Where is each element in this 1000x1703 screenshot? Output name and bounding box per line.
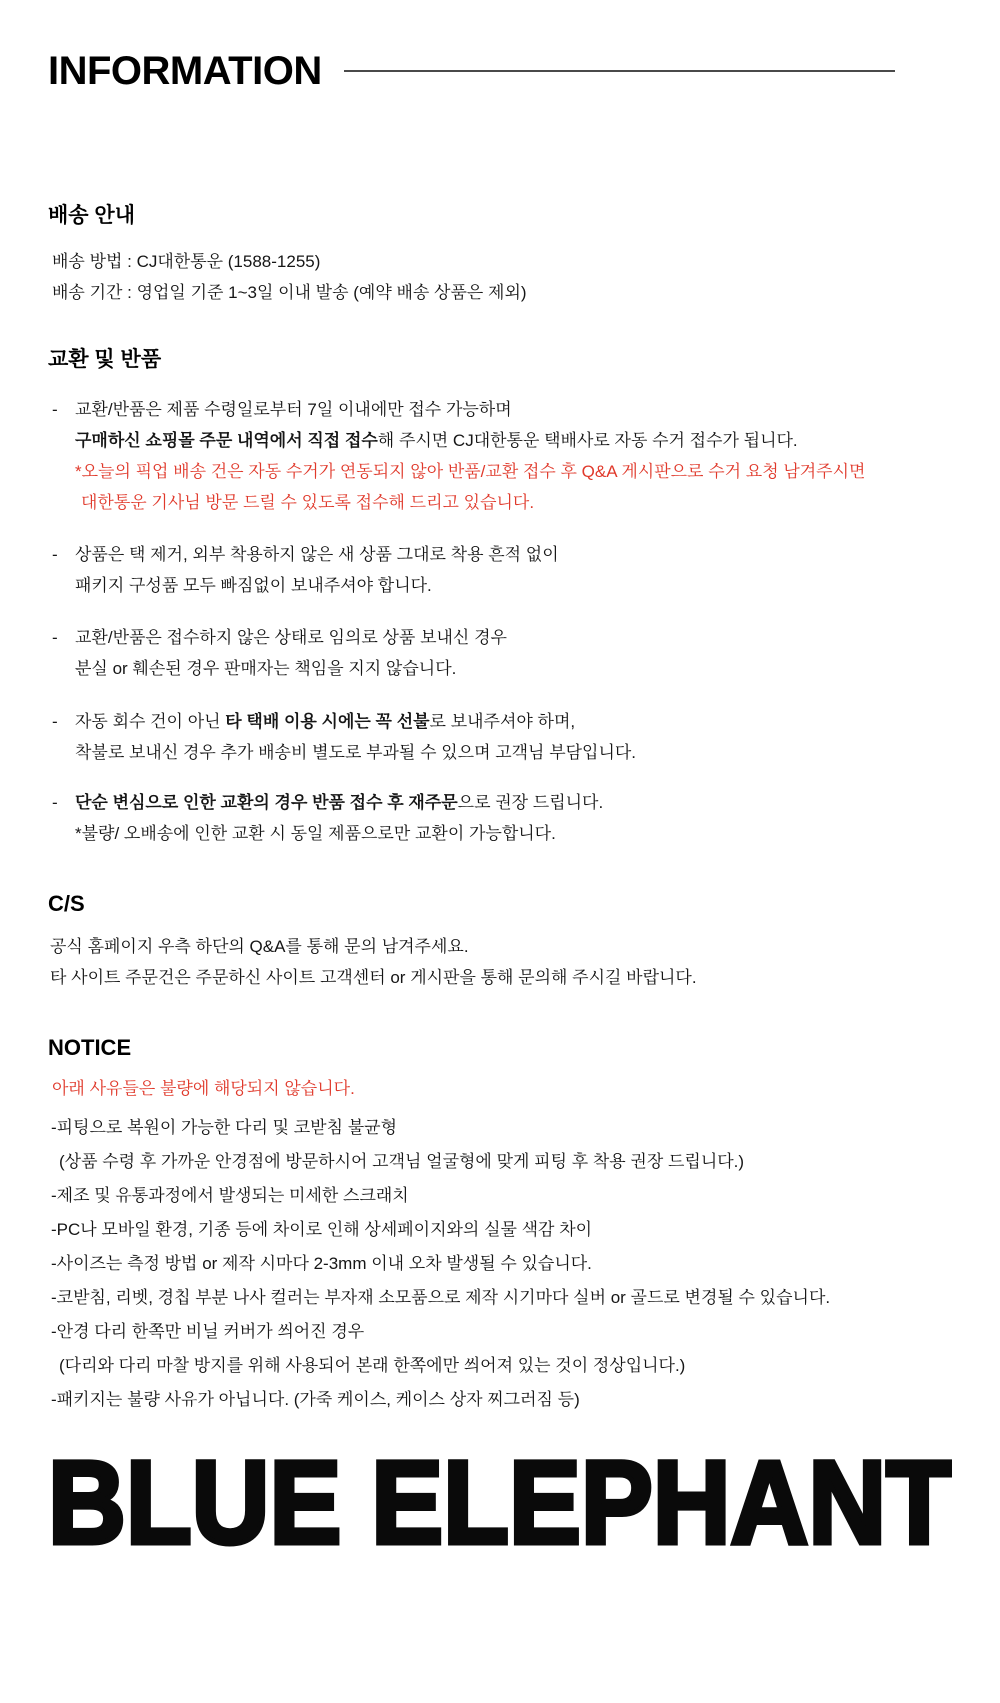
notice-item-subnote: (상품 수령 후 가까운 안경점에 방문하시어 고객님 얼굴형에 맞게 피팅 후 착용 권장 드립니다.) [59,1152,745,1171]
bullet-line [75,425,952,456]
blue-elephant-logo [48,1439,952,1567]
page-title: INFORMATION [48,49,322,93]
bullet-dash: - [52,400,58,419]
bullet-line: 패키지 구성품 모두 빠짐없이 보내주셔야 합니다. [75,576,432,595]
notice-item: -PC나 모바일 환경, 기종 등에 차이로 인해 상세페이지와의 실물 색감 차이 [51,1220,593,1239]
brand-logo-text: BLUE ELEPHANT [48,1439,952,1567]
shipping-section-heading: 배송 안내 [48,204,135,227]
bullet-line [75,706,952,737]
notice-item: -피팅으로 복원이 가능한 다리 및 코받침 불균형 [51,1118,398,1137]
exchange-bullet-4 [48,706,952,768]
bullet-line: 착불로 보내신 경우 추가 배송비 별도로 부과될 수 있으며 고객님 부담입니다. [75,743,637,762]
exchange-bullet-3 [48,622,952,684]
bullet-line: 상품은 택 제거, 외부 착용하지 않은 새 상품 그대로 착용 흔적 없이 [75,545,559,564]
notice-item: -안경 다리 한쪽만 비닐 커버가 씌어진 경우 [51,1322,365,1341]
bullet-dash: - [52,628,58,647]
notice-section-heading: NOTICE [48,1035,132,1060]
bullet-line: *불량/ 오배송에 인한 교환 시 동일 제품으로만 교환이 가능합니다. [75,824,556,843]
cs-line-2: 타 사이트 주문건은 주문하신 사이트 고객센터 or 게시판을 통해 문의해 주시길 바랍니다. [50,968,697,987]
bullet-line-pre: 자동 회수 건이 아닌 [75,712,226,731]
bullet-line: 교환/반품은 접수하지 않은 상태로 임의로 상품 보내신 경우 [75,628,507,647]
bullet-line: 교환/반품은 제품 수령일로부터 7일 이내에만 접수 가능하며 [75,400,512,419]
bullet-line-bold: 구매하신 쇼핑몰 주문 내역에서 직접 접수 [75,431,378,450]
notice-item: -제조 및 유통과정에서 발생되는 미세한 스크래치 [51,1186,409,1205]
bullet-line-bold: 단순 변심으로 인한 교환의 경우 반품 접수 후 재주문 [75,793,458,812]
bullet-line: 분실 or 훼손된 경우 판매자는 책임을 지지 않습니다. [75,659,457,678]
bullet-line-rest: 해 주시면 CJ대한통운 택배사로 자동 수거 접수가 됩니다. [377,431,798,450]
notice-item-subnote: (다리와 다리 마찰 방지를 위해 사용되어 본래 한쪽에만 씌어져 있는 것이 정상입니다.) [59,1356,686,1375]
pickup-warning-line-2: 대한통운 기사님 방문 드릴 수 있도록 접수해 드리고 있습니다. [81,493,535,512]
bullet-line-bold: 타 택배 이용 시에는 꼭 선불 [225,712,430,731]
exchange-section [48,394,952,849]
notice-section [48,1111,952,1417]
bullet-dash: - [52,793,58,812]
bullet-dash: - [52,712,58,731]
bullet-line-rest: 으로 권장 드립니다. [457,793,604,812]
shipping-section [48,246,952,308]
exchange-bullet-5 [48,787,952,849]
brand-logo-wrap [48,1439,952,1572]
notice-item: -코받침, 리벳, 경칩 부분 나사 컬러는 부자재 소모품으로 제작 시기마다 실버 or 골드로 변경될 수 있습니다. [51,1288,831,1307]
exchange-bullet-2 [48,539,952,601]
cs-line-1: 공식 홈페이지 우측 하단의 Q&A를 통해 문의 남겨주세요. [50,937,469,956]
pickup-warning-line-1: *오늘의 픽업 배송 건은 자동 수거가 연동되지 않아 반품/교환 접수 후 Q&A 게시판으로 수거 요청 남겨주시면 [75,462,866,481]
notice-item: -사이즈는 측정 방법 or 제작 시마다 2-3mm 이내 오차 발생될 수 있습니다. [51,1254,592,1273]
title-divider-line [344,70,895,72]
notice-item: -패키지는 불량 사유가 아닙니다. (가죽 케이스, 케이스 상자 찌그러짐 등) [51,1390,580,1409]
bullet-dash: - [52,545,58,564]
notice-warning: 아래 사유들은 불량에 해당되지 않습니다. [52,1079,355,1098]
cs-section [48,931,952,993]
bullet-line-rest: 로 보내주셔야 하며, [429,712,576,731]
exchange-bullet-1 [48,394,952,518]
shipping-method-line: 배송 방법 : CJ대한통운 (1588-1255) [52,252,321,271]
page-header [48,50,952,92]
bullet-line [75,787,952,818]
exchange-section-heading: 교환 및 반품 [48,348,162,371]
cs-section-heading: C/S [48,891,85,916]
shipping-period-line: 배송 기간 : 영업일 기준 1~3일 이내 발송 (예약 배송 상품은 제외) [52,283,527,302]
